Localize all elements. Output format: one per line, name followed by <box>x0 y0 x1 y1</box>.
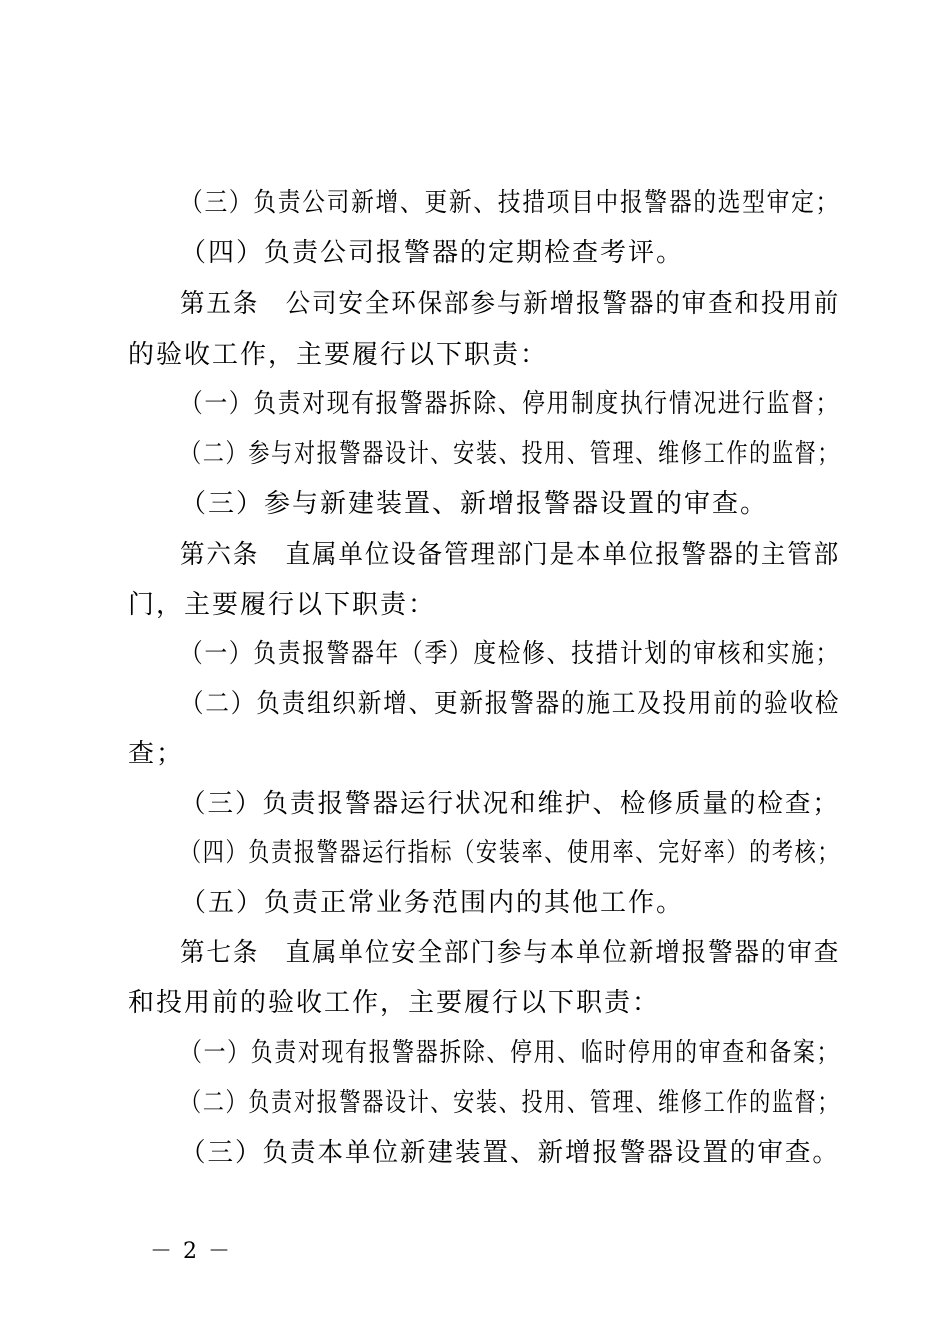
page-number: － 2 － <box>150 1239 232 1264</box>
paragraph-line: （一）负责报警器年（季）度检修、技措计划的审核和实施； <box>180 639 841 669</box>
paragraph-line: （三）负责本单位新建装置、新增报警器设置的审查。 <box>180 1138 840 1168</box>
paragraph-line: （四）负责报警器运行指标（安装率、使用率、完好率）的考核； <box>180 838 841 868</box>
article-heading-line: 第六条 直属单位设备管理部门是本单位报警器的主管部 <box>180 540 841 570</box>
paragraph-line: （三）负责公司新增、更新、技措项目中报警器的选型审定； <box>180 188 841 218</box>
paragraph-line: （一）负责对现有报警器拆除、停用、临时停用的审查和备案； <box>180 1038 841 1068</box>
article-heading-line: 第七条 直属单位安全部门参与本单位新增报警器的审查 <box>180 938 841 968</box>
paragraph-line: （一）负责对现有报警器拆除、停用制度执行情况进行监督； <box>180 389 841 419</box>
paragraph-line: （二）负责对报警器设计、安装、投用、管理、维修工作的监督； <box>180 1088 841 1118</box>
paragraph-line: 门，主要履行以下职责： <box>128 590 437 620</box>
paragraph-line: （三）负责报警器运行状况和维护、检修质量的检查； <box>180 789 840 819</box>
paragraph-line: （二）负责组织新增、更新报警器的施工及投用前的验收检 <box>180 689 841 719</box>
paragraph-line: 查； <box>128 739 185 769</box>
article-heading-line: 第五条 公司安全环保部参与新增报警器的审查和投用前 <box>180 289 841 319</box>
paragraph-line: （五）负责正常业务范围内的其他工作。 <box>180 888 685 918</box>
paragraph-line: 和投用前的验收工作，主要履行以下职责： <box>128 988 661 1018</box>
paragraph-line: （四）负责公司报警器的定期检查考评。 <box>180 238 685 268</box>
paragraph-line: （二）参与对报警器设计、安装、投用、管理、维修工作的监督； <box>180 439 841 469</box>
paragraph-line: （三）参与新建装置、新增报警器设置的审查。 <box>180 489 769 519</box>
paragraph-line: 的验收工作，主要履行以下职责： <box>128 340 549 370</box>
